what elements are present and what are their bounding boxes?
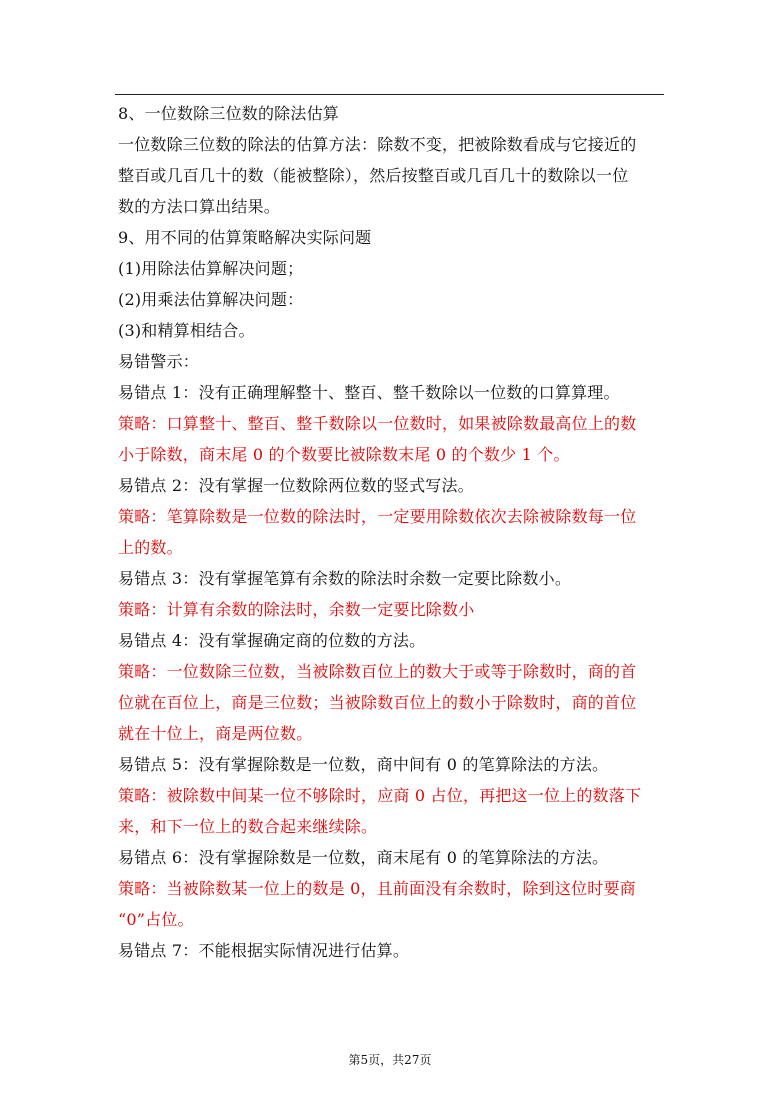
body-paragraph-line: 整百或几百几十的数（能被整除），然后按整百或几百几十的数除以一位 [118, 166, 629, 185]
strategy-line: 来，和下一位上的数合起来继续除。 [118, 817, 378, 836]
strategy-line: 策略：笔算除数是一位数的除法时，一定要用除数依次去除被除数每一位 [118, 507, 637, 526]
error-point: 易错点 1：没有正确理解整十、整百、整千数除以一位数的口算算理。 [118, 383, 620, 402]
strategy-line: 策略：一位数除三位数，当被除数百位上的数大于或等于除数时，商的首 [118, 662, 637, 681]
body-paragraph-line: 数的方法口算出结果。 [118, 197, 281, 216]
list-item: (3)和精算相结合。 [118, 321, 255, 340]
strategy-line: 策略：当被除数某一位上的数是 0，且前面没有余数时，除到这位时要商 [118, 879, 636, 898]
list-item: (1)用除法估算解决问题； [118, 259, 304, 278]
warning-heading: 易错警示： [118, 352, 200, 371]
strategy-line: “0”占位。 [118, 910, 194, 929]
error-point: 易错点 6：没有掌握除数是一位数，商末尾有 0 的笔算除法的方法。 [118, 848, 609, 867]
strategy-line: 策略：计算有余数的除法时，余数一定要比除数小 [118, 600, 475, 619]
strategy-line: 位就在百位上，商是三位数；当被除数百位上的数小于除数时，商的首位 [118, 693, 637, 712]
strategy-line: 策略：被除数中间某一位不够除时，应商 0 占位，再把这一位上的数落下 [118, 786, 642, 805]
page-content [118, 98, 664, 966]
strategy-line: 策略：口算整十、整百、整千数除以一位数时，如果被除数最高位上的数 [118, 414, 637, 433]
body-paragraph-line: 一位数除三位数的除法的估算方法：除数不变，把被除数看成与它接近的 [118, 135, 637, 154]
section-heading: 8、一位数除三位数的除法估算 [118, 104, 339, 123]
list-item: (2)用乘法估算解决问题： [118, 290, 304, 309]
strategy-line: 上的数。 [118, 538, 183, 557]
header-rule [115, 94, 664, 95]
strategy-line: 小于除数，商末尾 0 的个数要比被除数末尾 0 的个数少 1 个。 [118, 445, 570, 464]
error-point: 易错点 5：没有掌握除数是一位数，商中间有 0 的笔算除法的方法。 [118, 755, 609, 774]
error-point: 易错点 7：不能根据实际情况进行估算。 [118, 941, 410, 960]
error-point: 易错点 3：没有掌握笔算有余数的除法时余数一定要比除数小。 [118, 569, 572, 588]
error-point: 易错点 2：没有掌握一位数除两位数的竖式写法。 [118, 476, 474, 495]
strategy-line: 就在十位上，商是两位数。 [118, 724, 313, 743]
page-number-footer: 第5页，共27页 [348, 1053, 432, 1067]
error-point: 易错点 4：没有掌握确定商的位数的方法。 [118, 631, 426, 650]
section-heading: 9、用不同的估算策略解决实际问题 [118, 228, 372, 247]
